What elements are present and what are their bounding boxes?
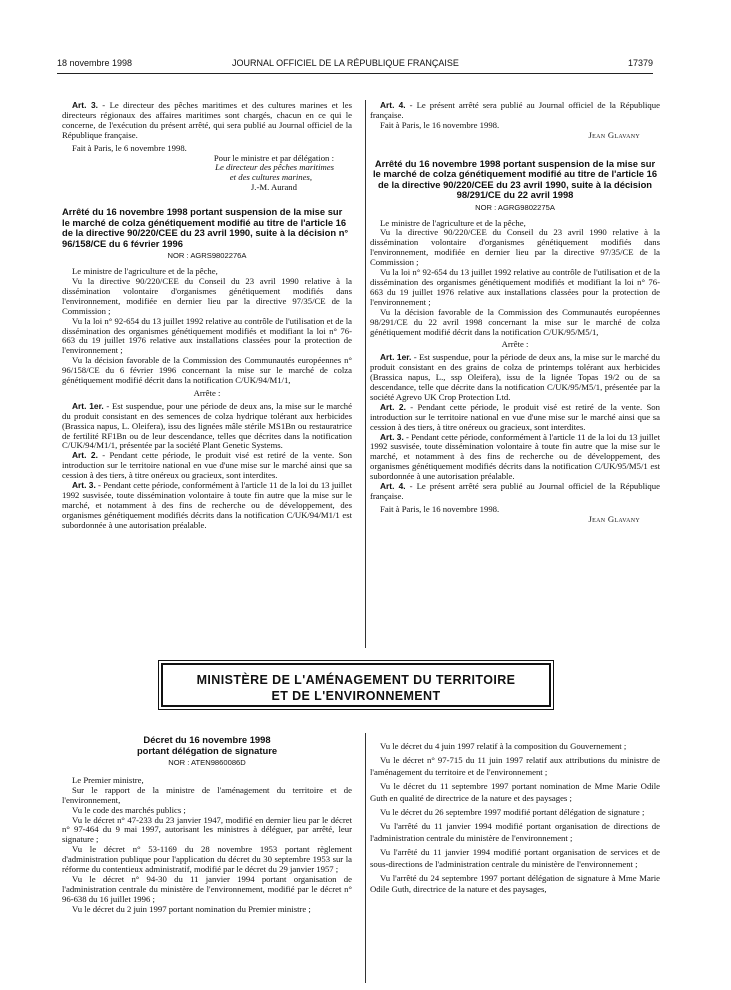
- paragraph: Vu la décision favorable de la Commission des Communautés européennes 98/291/CE du 22 avril 1998 concernant la mise sur le marché de colza génétiquement modifié décrit dans la notification C/UK/95/M5/1,: [370, 306, 660, 337]
- director-title-1: Le directeur des pêches maritimes: [215, 162, 334, 173]
- fait-a-paris: Fait à Paris, le 16 novembre 1998.: [380, 503, 500, 514]
- article: Art. 1er. - Est suspendue, pour une période de deux ans, la mise sur le marché du produit consistant en des semences de colza hydrique tolérant aux herbicides (Brassica napus, L. Oleifera), issu des lignées mâle stérile MS1Bn ou restauratrice de fertilité RF1Bn ou de leur descendance, telles que décrites dans la notification C/UK/94/M1/1, présentée par la société Plant Genetic Systems.: [62, 400, 352, 451]
- ministry-heading-line-2: ET DE L'ENVIRONNEMENT: [271, 689, 441, 703]
- paragraph: Vu le décret n° 53-1169 du 28 novembre 1953 portant règlement d'administration publique pour l'application du décret du 30 septembre 1953 sur la réforme du contentieux administratif, modifié par le décret du 29 janvier 1957 ;: [62, 844, 352, 875]
- signature: Jean Glavany: [588, 129, 640, 140]
- right-column: [370, 101, 660, 525]
- header-date: 18 novembre 1998: [57, 58, 133, 68]
- column-divider-top: [365, 100, 366, 648]
- paragraph: Vu la directive 90/220/CEE du Conseil du 23 avril 1990 relative à la dissémination volontaire d'organismes génétiquement modifiés dans l'environnement, modifiée en dernier lieu par la directive 97/35/CE de la Commission ;: [370, 227, 660, 268]
- fait-a-paris: Fait à Paris, le 16 novembre 1998.: [380, 119, 500, 130]
- paragraph: Vu la loi n° 92-654 du 13 juillet 1992 relative au contrôle de l'utilisation et de la dissémination des organismes génétiquement modifiés et modifiant la loi n° 76-663 du 19 juillet 1976 relative aux installations classées pour la protection de l'environnement ;: [370, 267, 660, 307]
- page-header: [57, 58, 653, 70]
- paragraph: Vu le décret du 11 septembre 1997 portant nomination de Mme Marie Odile Guth en qualité de directrice de la nature et des paysages ;: [370, 781, 660, 803]
- arrete-heading: Arrête :: [193, 387, 221, 398]
- article: Art. 1er. - Est suspendue, pour la période de deux ans, la mise sur le marché du produit consistant en des grains de colza de printemps tolérant aux herbicides (Brassica napus, L., ssp Oleifera), issu de la lignée Topas 19/2 ou de sa descendance, telle que décrite dans la notification C/UK/95/M5/1, présentée par la société Agrevo UK Crop Protection Ltd.: [370, 352, 660, 402]
- paragraph: Le Premier ministre,: [72, 774, 144, 785]
- article: Art. 3. - Pendant cette période, conformément à l'article 11 de la loi du 13 juillet 1992 susvisée, toute dissémination volontaire à toute fin autre que la mise sur le marché, et notamment à des fins de recherche ou de développement, des organismes génétiquement modifiés décrits dans la notification C/UK/95/M5/1 est subordonnée à une autorisation préalable.: [370, 431, 660, 482]
- nor-reference: NOR : AGRS9802276A: [167, 251, 247, 261]
- ministry-heading-box: [161, 663, 551, 707]
- article: Art. 4. - Le présent arrêté sera publié au Journal officiel de la République française.: [370, 481, 660, 501]
- paragraph: Le ministre de l'agriculture et de la pêche,: [380, 217, 526, 228]
- header-journal-title: JOURNAL OFFICIEL DE LA RÉPUBLIQUE FRANÇAISE: [232, 58, 459, 68]
- left-column: [62, 101, 352, 531]
- article: Art. 4. - Le présent arrêté sera publié au Journal officiel de la République française.: [370, 100, 660, 120]
- decree-title: Arrêté du 16 novembre 1998 portant suspension de la mise sur le marché de colza génétiquement modifié au titre de l'article 16 de la directive 90/220/CEE du 23 avril 1990, suite à la décision 98/291/CE du 22 avril 1998: [372, 157, 658, 201]
- paragraph: Vu l'arrêté du 11 janvier 1994 modifié portant organisation de directions de l'administration centrale du ministère de l'environnement ;: [370, 821, 660, 843]
- paragraph: Vu le décret du 2 juin 1997 portant nomination du Premier ministre ;: [72, 903, 311, 914]
- paragraph: Vu la décision favorable de la Commission des Communautés européennes n° 96/158/CE du 6 février 1996 concernant la mise sur le marché de colza génétiquement modifié décrit dans la notification C/UK/94/M1/1,: [62, 355, 352, 386]
- fait-a-paris: Fait à Paris, le 6 novembre 1998.: [72, 142, 187, 153]
- paragraph: Vu la directive 90/220/CEE du Conseil du 23 avril 1990 relative à la dissémination volontaire d'organismes génétiquement modifiés dans l'environnement, modifiée en dernier lieu par la directive 97/35/CE de la Commission ;: [62, 275, 352, 316]
- paragraph: Sur le rapport de la ministre de l'aménagement du territoire et de l'environnement,: [62, 784, 352, 805]
- ministry-heading-line-1: MINISTÈRE DE L'AMÉNAGEMENT DU TERRITOIRE: [196, 673, 516, 687]
- article: Art. 3. - Le directeur des pêches maritimes et des cultures marines et les directeurs régionaux des affaires maritimes sont chargés, chacun en ce qui le concerne, de l'exécution du présent arrêté, qui sera publié au Journal officiel de la République française.: [62, 100, 352, 140]
- nor-reference: NOR : ATEN9860086D: [168, 758, 246, 767]
- paragraph: Le ministre de l'agriculture et de la pêche,: [72, 266, 218, 277]
- column-divider-bottom: [365, 733, 366, 983]
- arrete-heading: Arrête :: [501, 339, 529, 350]
- director-title-2: et des cultures marines,: [229, 172, 312, 183]
- article: Art. 3. - Pendant cette période, conformément à l'article 11 de la loi du 13 juillet 1992 susvisée, toute dissémination volontaire à toute fin autre que la mise sur le marché, et notamment à des fins de recherche ou de développement, des organismes génétiquement modifiés décrits dans la notification C/UK/94/M1/1 est subordonnée à une autorisation préalable.: [62, 480, 352, 530]
- paragraph: Vu l'arrêté du 11 janvier 1994 modifié portant organisation de services et de sous-directions de l'administration centrale du ministère de l'environnement ;: [370, 847, 660, 869]
- paragraph: Vu le décret n° 97-715 du 11 juin 1997 relatif aux attributions du ministre de l'aménagement du territoire et de l'environnement ;: [370, 755, 660, 777]
- decree-subtitle: portant délégation de signature: [136, 744, 278, 756]
- paragraph: Vu l'arrêté du 24 septembre 1997 portant délégation de signature à Mme Marie Odile Guth, directrice de la nature et des paysages,: [370, 873, 660, 895]
- paragraph: Vu le décret du 26 septembre 1997 modifié portant délégation de signature ;: [380, 807, 645, 818]
- paragraph: Vu la loi n° 92-654 du 13 juillet 1992 relative au contrôle de l'utilisation et de la dissémination des organismes génétiquement modifiés et modifiant la loi n° 76-663 du 19 juillet 1976 relative aux installations classées pour la protection de l'environnement ;: [62, 315, 352, 356]
- decree-title: Arrêté du 16 novembre 1998 portant suspension de la mise sur le marché de colza génétiquement modifié au titre de l'article 16 de la directive 90/220/CEE du 23 avril 1990, suite à la décision n° 96/158/CE du 6 février 1996: [62, 206, 349, 249]
- signature: Jean Glavany: [588, 513, 640, 524]
- delegation-line: Pour le ministre et par délégation :: [213, 152, 334, 163]
- signature: J.-M. Aurand: [250, 182, 297, 193]
- article: Art. 2. - Pendant cette période, le produit visé est retiré de la vente. Son introduction sur le territoire national en vue d'une mise sur le marché ainsi que sa cession à des tiers, à titre onéreux ou gracieux, sont interdites.: [370, 401, 660, 432]
- paragraph: Vu le décret n° 94-30 du 11 janvier 1994 portant organisation de l'administration centrale du ministère de l'environnement, modifié par le décret n° 96-638 du 16 juillet 1996 ;: [62, 873, 352, 904]
- paragraph: Vu le décret n° 47-233 du 23 janvier 1947, modifié en dernier lieu par le décret n° 97-464 du 9 mai 1997, autorisant les ministres à déléguer, par arrêté, leur signature ;: [62, 814, 352, 845]
- decree-title: Décret du 16 novembre 1998: [143, 734, 271, 745]
- bottom-right-column: [370, 738, 660, 896]
- article: Art. 2. - Pendant cette période, le produit visé est retiré de la vente. Son introduction sur le territoire national en vue d'une mise sur le marché ainsi que sa cession à des tiers, à titre onéreux ou gracieux, sont interdites.: [62, 450, 352, 481]
- paragraph: Vu le code des marchés publics ;: [72, 804, 186, 815]
- header-page-number: 17379: [627, 58, 653, 68]
- paragraph: Vu le décret du 4 juin 1997 relatif à la composition du Gouvernement ;: [380, 741, 627, 751]
- header-rule: [57, 73, 653, 74]
- bottom-left-column: [62, 735, 352, 915]
- nor-reference: NOR : AGRG9802275A: [475, 202, 555, 212]
